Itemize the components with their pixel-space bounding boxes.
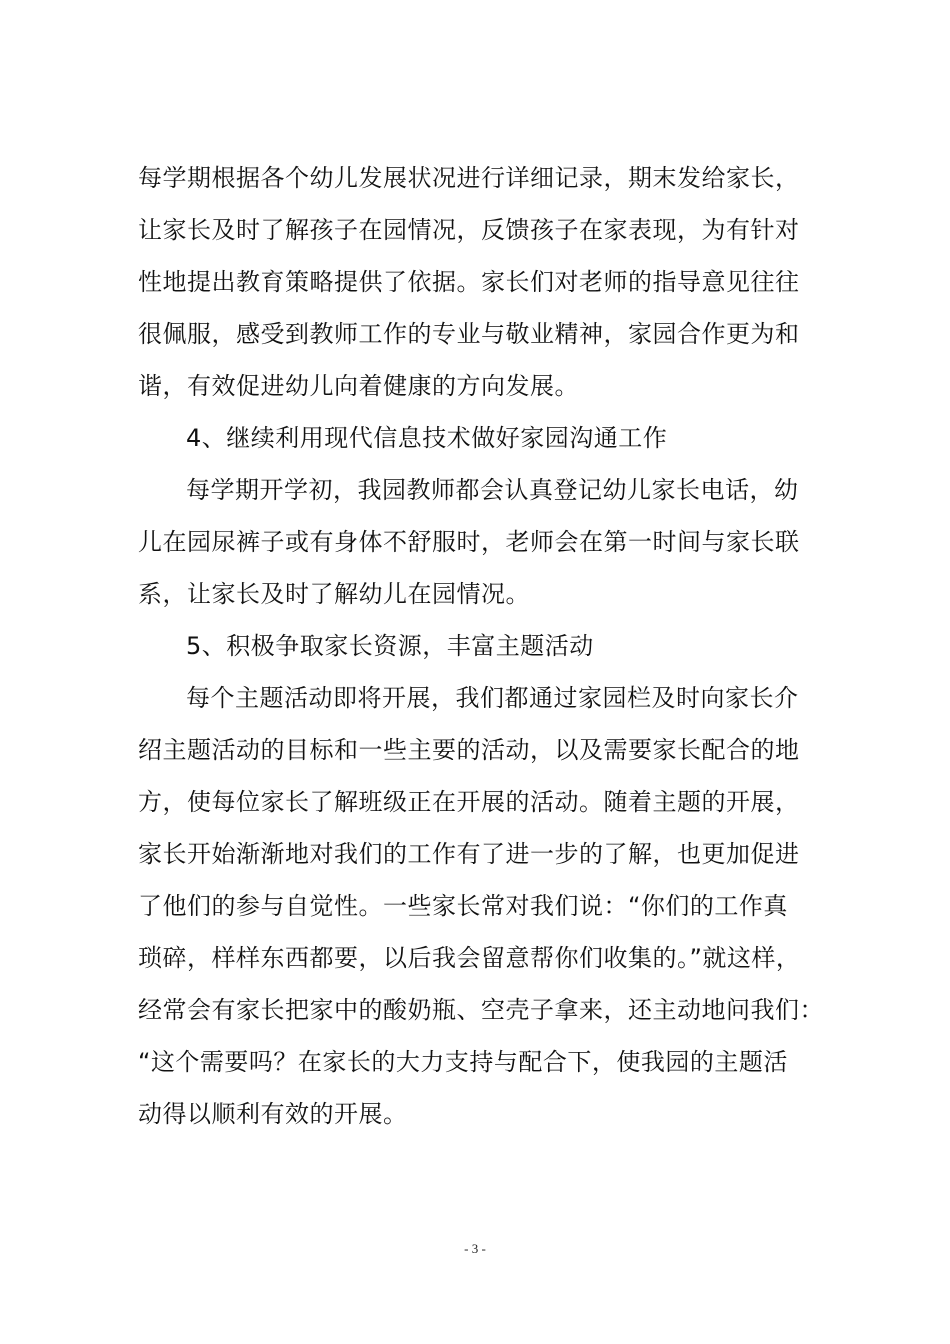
paragraph-line: 了他们的参与自觉性。一些家长常对我们说：“你们的工作真 bbox=[138, 892, 788, 920]
paragraph-line: 方，使每位家长了解班级正在开展的活动。随着主题的开展， bbox=[138, 788, 800, 816]
paragraph-line: 经常会有家长把家中的酸奶瓶、空壳子拿来，还主动地问我们： bbox=[138, 996, 824, 1024]
paragraph-line: 很佩服，感受到教师工作的专业与敬业精神，家园合作更为和 bbox=[138, 320, 800, 348]
page-number: - 3 - bbox=[464, 1241, 486, 1256]
paragraph-line: 系，让家长及时了解幼儿在园情况。 bbox=[138, 580, 530, 608]
paragraph-line: 每学期根据各个幼儿发展状况进行详细记录，期末发给家长， bbox=[138, 164, 800, 192]
paragraph-line: 儿在园尿裤子或有身体不舒服时，老师会在第一时间与家长联 bbox=[138, 528, 800, 556]
paragraph-line: 家长开始渐渐地对我们的工作有了进一步的了解，也更加促进 bbox=[138, 840, 800, 868]
paragraph-line: 琐碎，样样东西都要，以后我会留意帮你们收集的。”就这样， bbox=[138, 944, 801, 972]
paragraph-line: 性地提出教育策略提供了依据。家长们对老师的指导意见往往 bbox=[138, 268, 800, 296]
section-heading: 4、继续利用现代信息技术做好家园沟通工作 bbox=[186, 424, 668, 452]
paragraph-line: “这个需要吗？在家长的大力支持与配合下，使我园的主题活 bbox=[138, 1048, 788, 1076]
paragraph-line: 动得以顺利有效的开展。 bbox=[138, 1100, 408, 1128]
paragraph-line: 谐，有效促进幼儿向着健康的方向发展。 bbox=[138, 372, 579, 400]
paragraph-line: 让家长及时了解孩子在园情况，反馈孩子在家表现，为有针对 bbox=[138, 216, 800, 244]
paragraph-line: 绍主题活动的目标和一些主要的活动，以及需要家长配合的地 bbox=[138, 736, 800, 764]
section-heading: 5、积极争取家长资源，丰富主题活动 bbox=[186, 632, 594, 660]
paragraph-line: 每个主题活动即将开展，我们都通过家园栏及时向家长介 bbox=[186, 684, 799, 712]
document-body bbox=[138, 152, 824, 1140]
paragraph-line: 每学期开学初，我园教师都会认真登记幼儿家长电话，幼 bbox=[186, 476, 799, 504]
